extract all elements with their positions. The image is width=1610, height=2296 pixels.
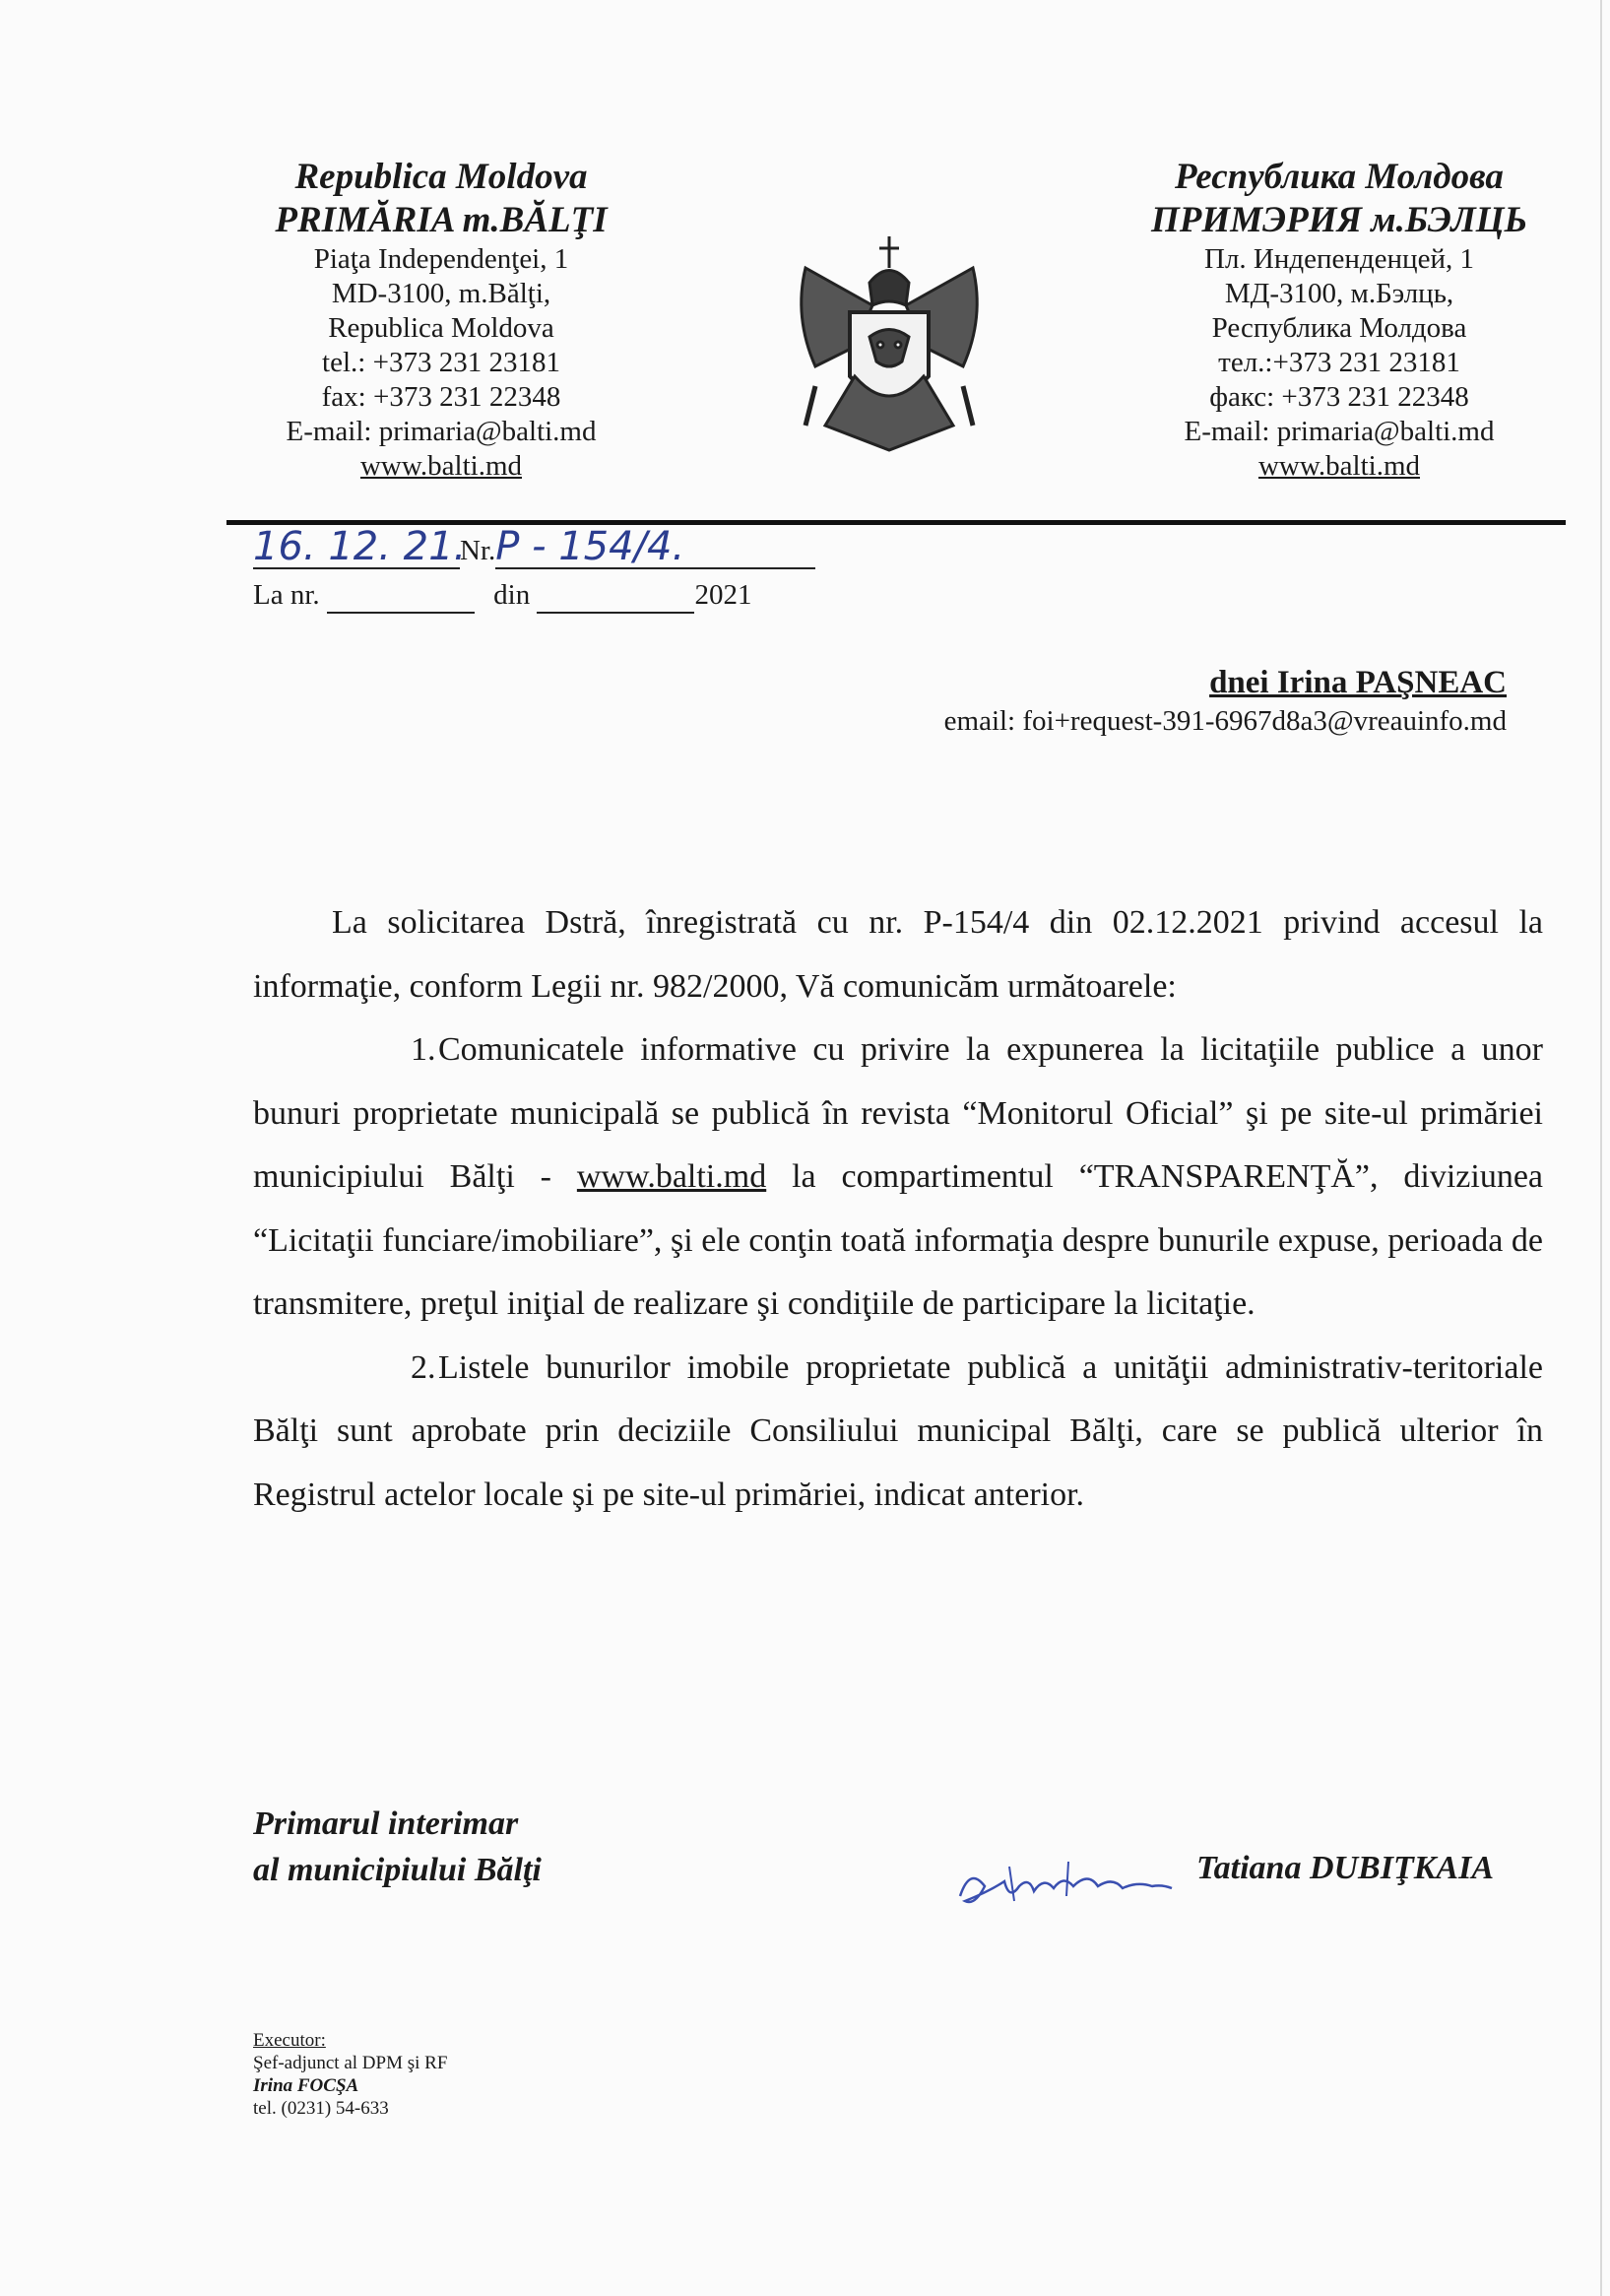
header-right-tel: тел.:+373 231 23181	[1218, 347, 1460, 378]
item-1-number: 1.	[411, 1031, 436, 1068]
header-right-website-link[interactable]: www.balti.md	[1257, 450, 1421, 482]
header-left-address3: Republica Moldova	[328, 312, 554, 344]
year: 2021	[694, 579, 752, 611]
signatory-title	[253, 1801, 542, 1893]
din-label: din	[493, 579, 531, 611]
coat-of-arms-emblem	[786, 229, 993, 460]
handwritten-number: P - 154/4.	[495, 524, 685, 569]
header-left-website-link[interactable]: www.balti.md	[359, 450, 523, 482]
executor-block	[253, 2029, 447, 2120]
item-2-number: 2.	[411, 1348, 436, 1386]
la-nr-label: La nr.	[253, 579, 320, 611]
header-right-country: Республика Молдова	[1175, 157, 1504, 197]
executor-label: Executor:	[253, 2030, 326, 2051]
signatory-name: Tatiana DUBIŢKAIA	[1196, 1850, 1494, 1886]
recipient-name: dnei Irina PAŞNEAC	[1209, 665, 1507, 700]
item-1-text-after: la compartimentul “TRANSPARENŢĂ”, diviziunea “Licitaţii funciare/imobiliare”, şi ele conţin toată informaţia despre bunurile expuse, perioada de transmitere, preţul iniţial de realizare şi condiţiile de participare la licitaţie.	[253, 1158, 1544, 1322]
header-right-address1: Пл. Индепенденцей, 1	[1204, 243, 1474, 275]
handwritten-signature	[950, 1847, 1177, 1916]
executor-position: Şef-adjunct al DPM şi RF	[253, 2053, 448, 2073]
letter-body	[253, 891, 1543, 1527]
header-left-institution: PRIMĂRIA m.BĂLŢI	[275, 200, 608, 240]
date-blank	[253, 524, 467, 569]
item-1-text-before: Comunicatele informative cu privire la expunerea la licitaţiile publice a unor bunuri proprietate municipală se publică în revista “Monitorul Oficial” şi pe site-ul primăriei municipiului Bălţi -	[253, 1031, 1543, 1195]
la-nr-blank	[327, 579, 475, 614]
header-right-address3: Республика Молдова	[1211, 312, 1467, 344]
recipient-block	[944, 662, 1507, 739]
executor-tel: tel. (0231) 54-633	[253, 2098, 389, 2119]
signatory-title-line2: al municipiului Bălţi	[253, 1852, 542, 1888]
scan-edge	[1600, 0, 1602, 2296]
handwritten-date: 16. 12. 21.	[253, 524, 467, 569]
reference-line	[253, 579, 751, 614]
header-left-email: E-mail: primaria@balti.md	[286, 416, 597, 447]
header-right-email: E-mail: primaria@balti.md	[1184, 416, 1495, 447]
header-right-institution: ПРИМЭРИЯ м.БЭЛЦЬ	[1150, 200, 1528, 240]
registration-line	[253, 524, 815, 569]
header-right	[1113, 156, 1566, 484]
executor-name: Irina FOCŞA	[253, 2075, 359, 2096]
item-1-paragraph	[253, 1018, 1543, 1337]
number-blank	[495, 524, 815, 569]
header-right-fax: факс: +373 231 22348	[1209, 381, 1469, 413]
header-left	[215, 156, 668, 484]
header-left-fax: fax: +373 231 22348	[321, 381, 561, 413]
header-left-address2: MD-3100, m.Bălţi,	[331, 278, 551, 309]
item-2-text: Listele bunurilor imobile proprietate publică a unităţii administrativ-teritoriale Bălţi sunt aprobate prin deciziile Consiliului municipal Bălţi, care se publică ulterior în Registrul actelor locale şi pe site-ul primăriei, indicat anterior.	[253, 1348, 1543, 1513]
signatory-title-line1: Primarul interimar	[253, 1805, 519, 1842]
din-blank	[537, 579, 694, 614]
header-left-address1: Piaţa Independenţei, 1	[313, 243, 569, 275]
nr-label: Nr.	[460, 535, 496, 566]
item-1-website-link[interactable]: www.balti.md	[576, 1158, 767, 1195]
recipient-email: email: foi+request-391-6967d8a3@vreauinfo.md	[943, 705, 1507, 737]
header-left-country: Republica Moldova	[294, 157, 588, 197]
intro-paragraph: La solicitarea Dstră, înregistrată cu nr. P-154/4 din 02.12.2021 privind accesul la informaţie, conform Legii nr. 982/2000, Vă comunicăm următoarele:	[253, 904, 1543, 1005]
item-2-paragraph	[253, 1337, 1543, 1528]
header-right-address2: МД-3100, м.Бэлць,	[1224, 278, 1454, 309]
header-left-tel: tel.: +373 231 23181	[322, 347, 560, 378]
